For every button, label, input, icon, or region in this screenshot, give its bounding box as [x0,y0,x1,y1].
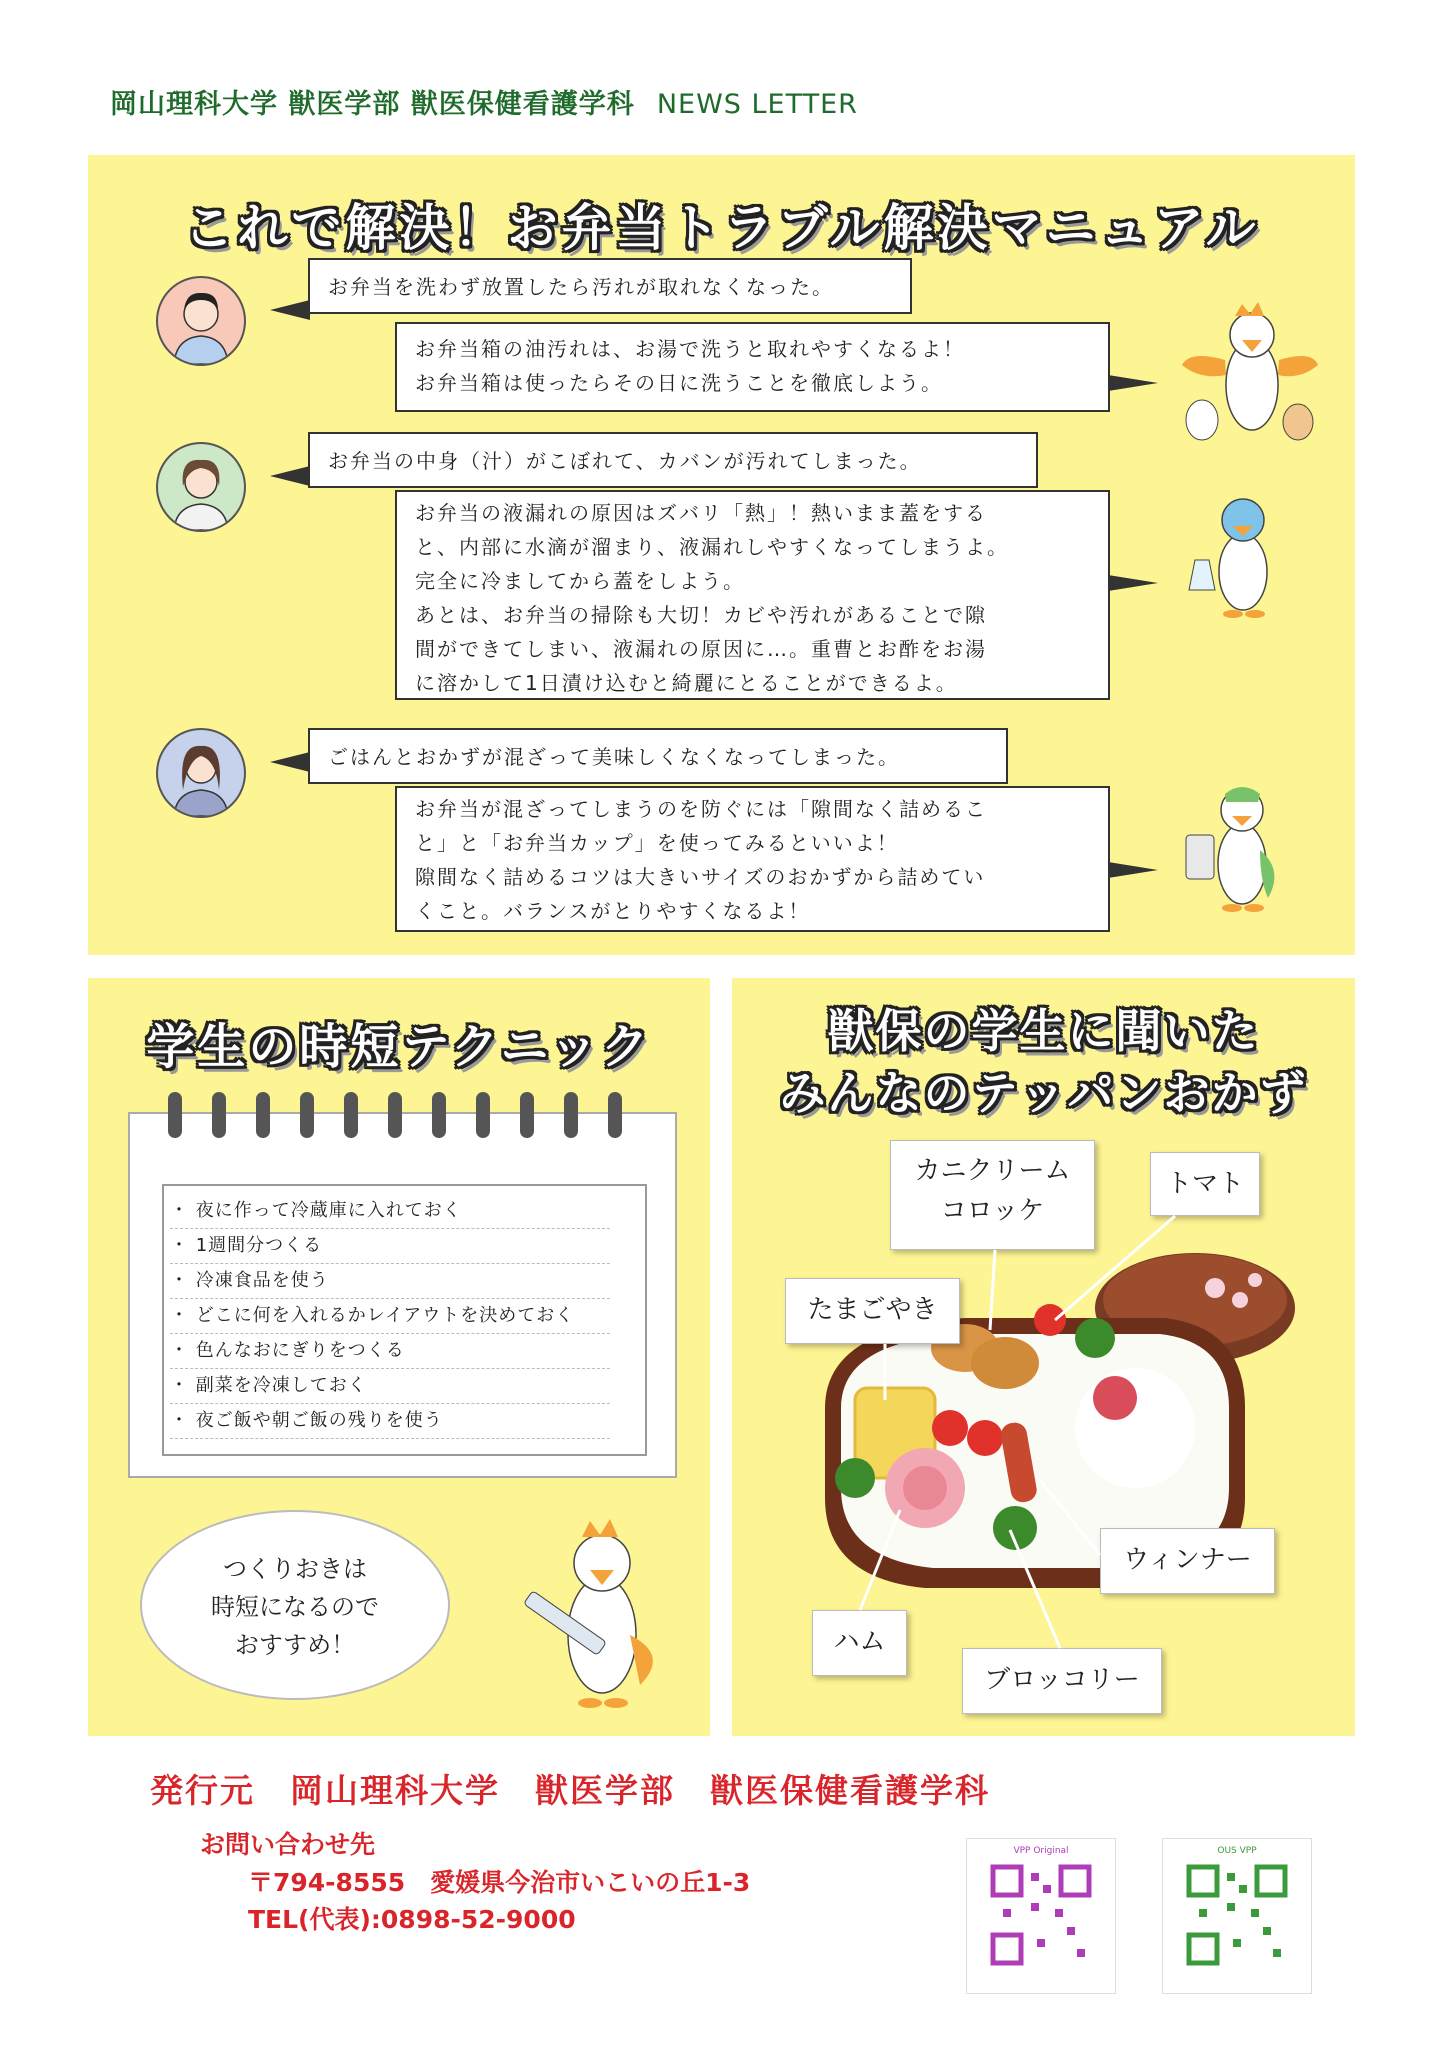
contact-telephone: TEL(代表):0898-52-9000 [248,1905,576,1934]
publisher-line: 発行元 岡山理科大学 獣医学部 獣医保健看護学科 [150,1771,990,1810]
header-subtitle: NEWS LETTER [656,89,858,120]
answer-3-line: 隙間なく詰めるコツは大きいサイズのおかずから詰めてい [415,865,986,889]
answer-2-line: 間ができてしまい、液漏れの原因に…。重曹とお酢をお湯 [415,637,987,661]
trouble-manual-title: これで解決！お弁当トラブル解決マニュアル [183,199,1260,257]
contact-heading: お問い合わせ先 [200,1830,376,1859]
answer-2-line: お弁当の液漏れの原因はズバリ「熱」！熱いまま蓋をする [415,501,987,525]
speech-line: おすすめ！ [234,1631,356,1659]
tip-item: ・ 副菜を冷凍しておく [170,1369,610,1404]
tip-item: ・ 夜に作って冷蔵庫に入れておく [170,1194,610,1229]
qr1-caption: VPP Original [1013,1846,1069,1856]
question-text-3: ごはんとおかずが混ざって美味しくなくなってしまった。 [328,745,900,769]
question-text-2: お弁当の中身（汁）がこぼれて、カバンが汚れてしまった。 [328,449,922,473]
contact-address: 〒794-8555 愛媛県今治市いこいの丘1-3 [248,1868,751,1897]
label-tamagoyaki: たまごやき [785,1278,960,1344]
label-ham: ハム [812,1610,907,1676]
tip-item: ・ 冷凍食品を使う [170,1264,610,1299]
answer-3-line: くこと。バランスがとりやすくなるよ！ [415,899,811,923]
answer-3-line: と」と「お弁当カップ」を使ってみるといいよ！ [415,831,899,855]
tip-item: ・ 色んなおにぎりをつくる [170,1334,610,1369]
qr2-caption: OUS VPP [1217,1846,1257,1856]
answer-2-line: に溶かして1日漬け込むと綺麗にとることができるよ。 [415,671,958,695]
speech-line: 時短になるので [211,1593,379,1621]
tip-item: ・ 夜ご飯や朝ご飯の残りを使う [170,1404,610,1439]
answer-2-line: あとは、お弁当の掃除も大切！カビや汚れがあることで隙 [415,603,987,627]
speech-line: つくりおきは [223,1555,367,1583]
label-broccoli: ブロッコリー [962,1648,1162,1714]
qr-code-purple[interactable] [966,1838,1116,1994]
answer-3-line: お弁当が混ざってしまうのを防ぐには「隙間なく詰めるこ [415,797,987,821]
header-title: 岡山理科大学 獣医学部 獣医保健看護学科 [110,89,635,120]
favorite-dishes-title-line1: 獣保の学生に聞いた [827,1004,1260,1058]
answer-2-line: と、内部に水滴が溜まり、液漏れしやすくなってしまうよ。 [415,535,1009,559]
label-wiener: ウィンナー [1100,1528,1275,1594]
label-tomato: トマト [1150,1152,1260,1216]
favorite-dishes-title-line2: みんなのテッパンおかず [779,1066,1308,1120]
qr-code-green[interactable] [1162,1838,1312,1994]
label-crab-line2: コロッケ [940,1196,1045,1226]
question-text-1: お弁当を洗わず放置したら汚れが取れなくなった。 [328,275,834,299]
answer-1-line: お弁当箱は使ったらその日に洗うことを徹底しよう。 [415,371,943,395]
tip-item: ・ どこに何を入れるかレイアウトを決めておく [170,1299,610,1334]
label-crab-line1: カニクリーム [914,1156,1071,1186]
tip-item: ・ 1週間分つくる [170,1229,610,1264]
time-saving-title: 学生の時短テクニック [146,1019,652,1075]
answer-1-line: お弁当箱の油汚れは、お湯で洗うと取れやすくなるよ！ [415,337,965,361]
answer-2-line: 完全に冷ましてから蓋をしよう。 [415,569,745,593]
